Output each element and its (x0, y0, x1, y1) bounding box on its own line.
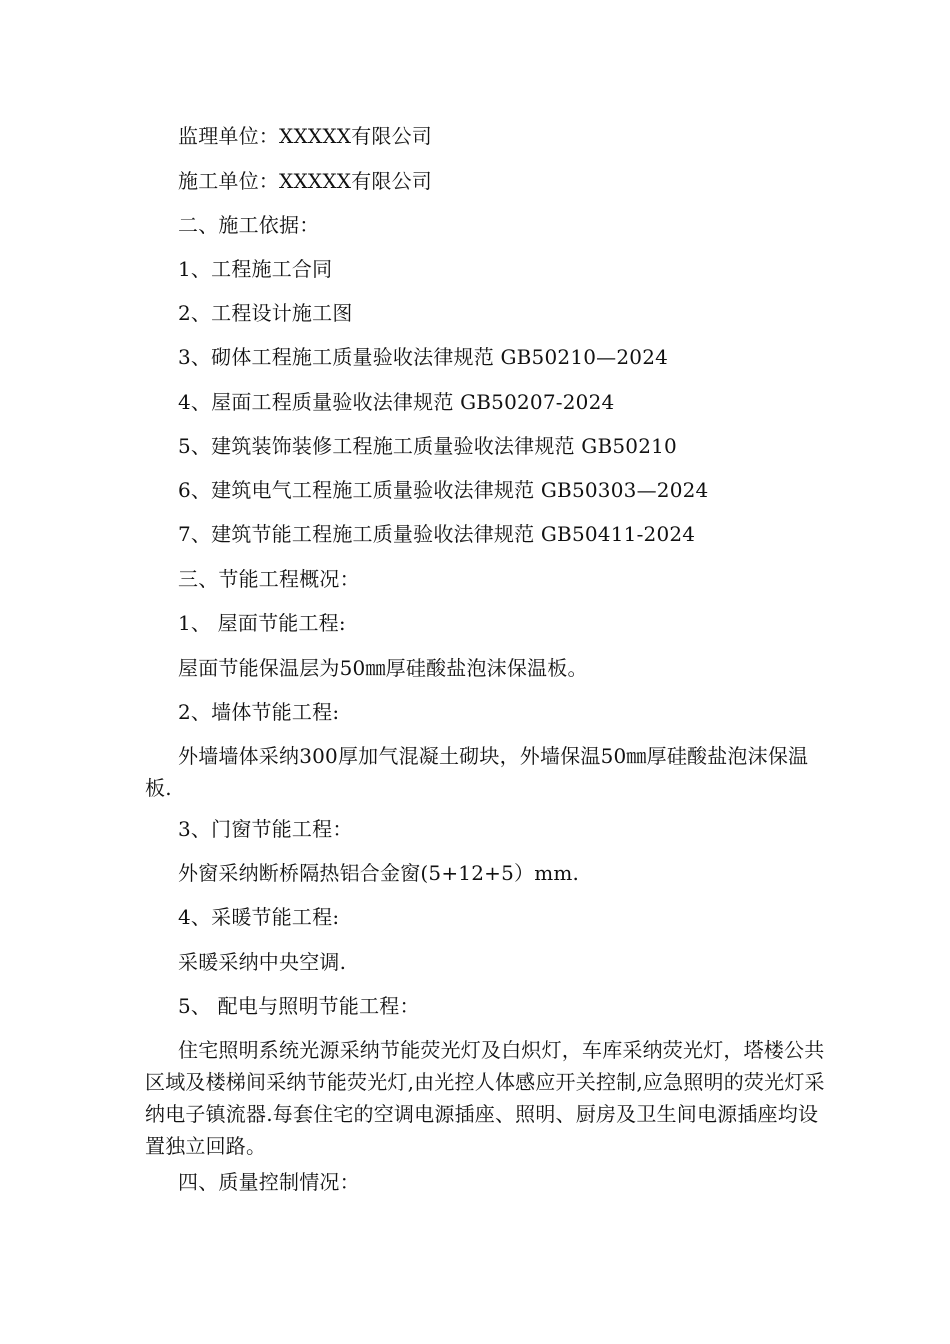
basis-item-5: 5、建筑装饰装修工程施工质量验收法律规范 GB50210 (178, 434, 677, 458)
section-heading-basis: 二、施工依据： (178, 213, 320, 237)
overview-item-5-text: 住宅照明系统光源采纳节能荧光灯及白炽灯，车库采纳荧光灯，塔楼公共区域及楼梯间采纳节能荧光灯,由光控人体感应开关控制,应急照明的荧光灯采纳电子镇流器.每套住宅的空调电源插座、照明、厨房及卫生间电源插座均设置独立回路。 (145, 1038, 825, 1158)
basis-item-2: 2、工程设计施工图 (178, 301, 353, 325)
overview-item-2-text: 外墙墙体采纳300厚加气混凝土砌块，外墙保温50㎜厚硅酸盐泡沫保温板. (145, 744, 809, 800)
overview-item-1-heading: 1、 屋面节能工程: (178, 611, 346, 635)
basis-item-1: 1、工程施工合同 (178, 257, 333, 281)
construction-unit-line: 施工单位：XXXXX有限公司 (178, 169, 432, 193)
section-heading-overview: 三、节能工程概况： (178, 567, 360, 591)
overview-item-3-heading: 3、门窗节能工程： (178, 817, 353, 841)
basis-item-3: 3、砌体工程施工质量验收法律规范 GB50210—2024 (178, 345, 669, 369)
basis-item-7: 7、建筑节能工程施工质量验收法律规范 GB50411-2024 (178, 522, 696, 546)
basis-item-4: 4、屋面工程质量验收法律规范 GB50207-2024 (178, 390, 615, 414)
basis-item-6: 6、建筑电气工程施工质量验收法律规范 GB50303—2024 (178, 478, 709, 502)
overview-item-5-heading: 5、 配电与照明节能工程： (178, 994, 420, 1018)
overview-item-4-heading: 4、采暖节能工程: (178, 905, 340, 929)
overview-item-2-heading: 2、墙体节能工程: (178, 700, 340, 724)
overview-item-3-text: 外窗采纳断桥隔热铝合金窗(5+12+5）mm. (178, 861, 580, 885)
overview-item-4-text: 采暖采纳中央空调. (178, 950, 347, 974)
section-heading-quality-control: 四、质量控制情况： (178, 1170, 360, 1194)
supervision-unit-line: 监理单位：XXXXX有限公司 (178, 124, 432, 148)
overview-item-1-text: 屋面节能保温层为50㎜厚硅酸盐泡沫保温板。 (178, 656, 588, 680)
